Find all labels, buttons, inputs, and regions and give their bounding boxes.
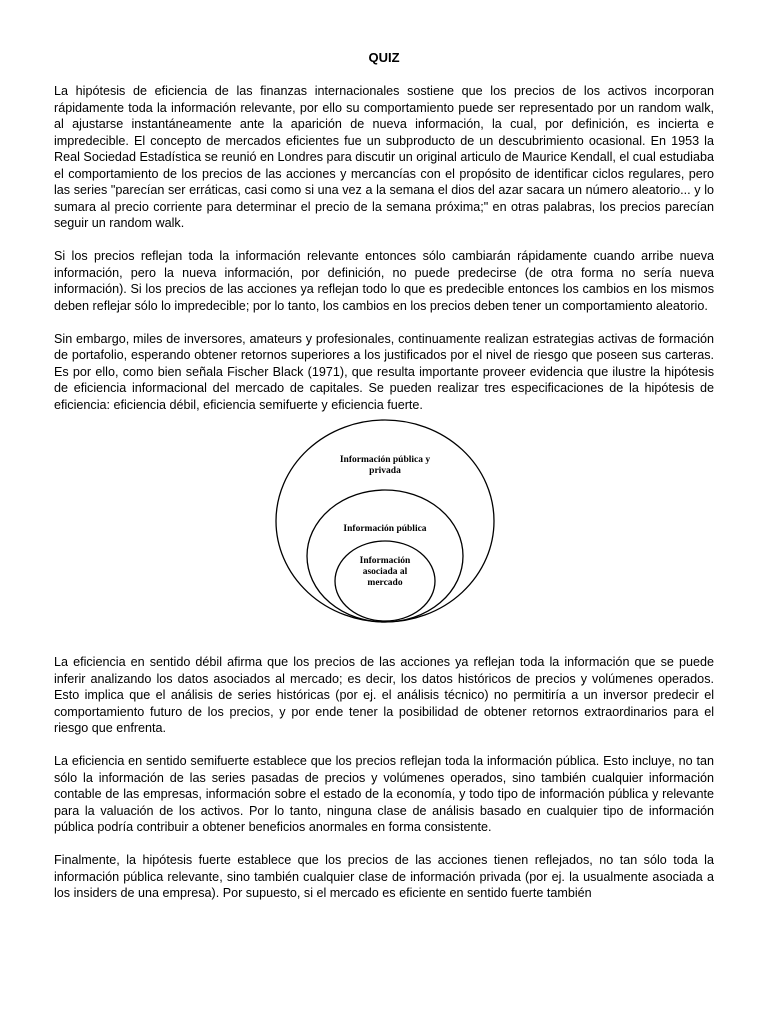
- document-page: [54, 50, 714, 902]
- paragraph-2: Si los precios reflejan toda la información relevante entonces sólo cambiarán rápidamente cuando arribe nueva información, pero la nueva información, por definición, no puede predecirse (de otra forma no sería nueva información). Si los precios de las acciones ya reflejan todo lo que es predecible entonces los cambios en los mismos deben reflejar sólo lo impredecible; por lo tanto, los cambios en los precios deben tener un comportamiento aleatorio.: [54, 249, 714, 313]
- inner-circle-label: Información asociada al mercado: [359, 556, 411, 588]
- outer-circle-strong: [276, 420, 494, 622]
- paragraph-4: La eficiencia en sentido débil afirma que los precios de las acciones ya reflejan toda la información que se puede inferir analizando los datos asociados al mercado; es decir, los datos históricos de precios y volúmenes operados. Esto implica que el análisis de series históricas (por ej. el análisis técnico) no permitiría a un inversor predecir el comportamiento futuro de los precios, y por ende tener la posibilidad de obtener retornos extraordinarios para el riesgo que enfrenta.: [54, 655, 714, 735]
- middle-circle-label: Información pública: [343, 524, 427, 534]
- paragraph-5: La eficiencia en sentido semifuerte establece que los precios reflejan toda la información pública. Esto incluye, no tan sólo la información de las series pasadas de precios y volúmenes operados, sino también cualquier información contable de las empresas, información sobre el estado de la economía, y todo tipo de información pública y relevante para la valuación de los activos. Por lo tanto, ninguna clase de análisis basado en cualquier tipo de información pública podría contribuir a obtener beneficios anormales en forma consistente.: [54, 754, 714, 834]
- paragraph-6: Finalmente, la hipótesis fuerte establece que los precios de las acciones tienen reflejados, no tan sólo toda la información pública relevante, sino también cualquier clase de información privada (por ej. la usualmente asociada a los insiders de una empresa). Por supuesto, si el mercado es eficiente en sentido fuerte también: [54, 853, 714, 900]
- paragraph-3: Sin embargo, miles de inversores, amateurs y profesionales, continuamente realizan estrategias activas de formación de portafolio, esperando obtener retornos superiores a los justificados por el nivel de riesgo que poseen sus carteras. Es por ello, como bien señala Fischer Black (1971), que resulta importante proveer evidencia que ilustre la hipótesis de eficiencia informacional del mercado de capitales. Se pueden realizar tres especificaciones de la hipótesis de eficiencia: eficiencia débil, eficiencia semifuerte y eficiencia fuerte.: [54, 331, 714, 412]
- page-title: QUIZ: [368, 50, 400, 65]
- outer-circle-label: Información pública y privada: [339, 455, 431, 476]
- paragraph-1: La hipótesis de eficiencia de las finanzas internacionales sostiene que los precios de los activos incorporan rápidamente toda la información relevante, por ello su comportamiento puede ser representado por un random walk, al ajustarse instantáneamente ante la aparición de nueva información, la cual, por definición, es incierta e impredecible. El concepto de mercados eficientes fue un subproducto de un descubrimiento ocasional. En 1953 la Real Sociedad Estadística se reunió en Londres para discutir un original articulo de Maurice Kendall, el cual estudiaba el comportamiento de los precios de las acciones y mercancías con el propósito de identificar ciclos regulares, pero las series "parecían ser erráticas, casi como si una vez a la semana el dios del azar sacara un número aleatorio... y lo sumara al precio corriente para determinar el precio de la semana próxima;" en otras palabras, los precios parecían seguir un random walk.: [54, 84, 714, 230]
- efficiency-diagram: [54, 419, 714, 625]
- nested-circles-diagram: [54, 419, 714, 625]
